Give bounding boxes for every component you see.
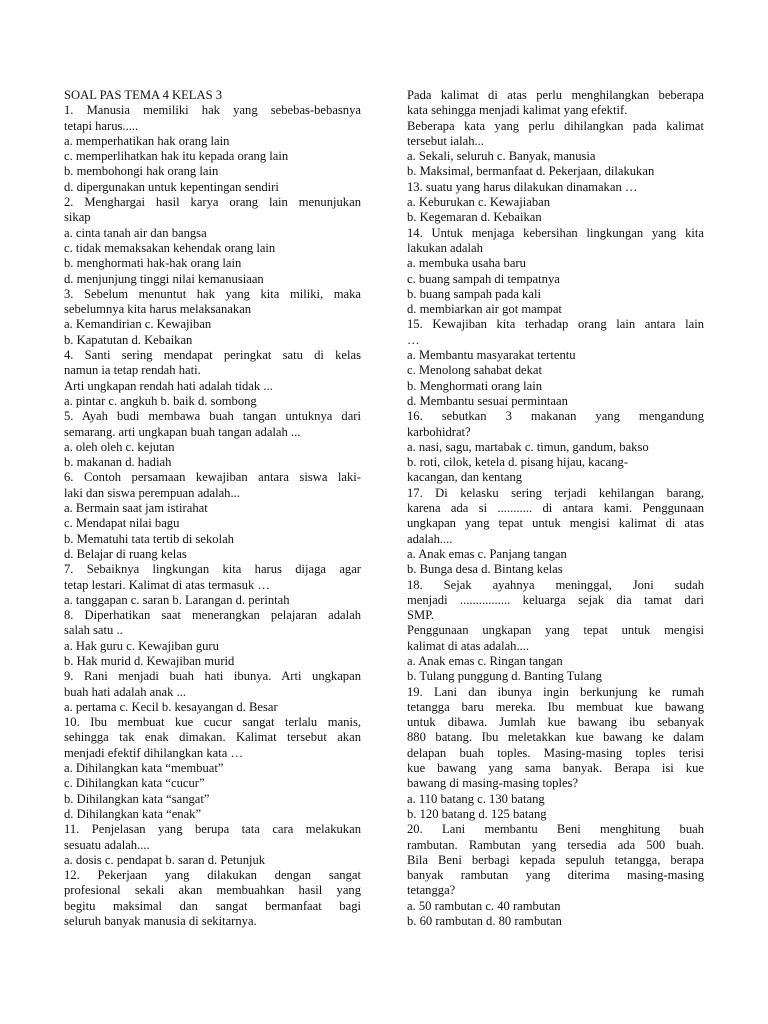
text-line: d. dipergunakan untuk kepentingan sendiri xyxy=(64,179,279,194)
text-line: a. Bermain saat jam istirahat xyxy=(64,501,208,516)
text-line: 13. suatu yang harus dilakukan dinamakan … xyxy=(407,179,638,194)
text-line: buah hati adalah anak ... xyxy=(64,684,187,699)
text-line: lakukan adalah xyxy=(407,240,483,255)
text-line: a. oleh oleh c. kejutan xyxy=(64,439,175,454)
text-line: d. menjunjung tinggi nilai kemanusiaan xyxy=(64,271,264,286)
text-line: b. 120 batang d. 125 batang xyxy=(407,806,547,821)
text-line: b. membohongi hak orang lain xyxy=(64,164,219,179)
text-line: b. Mematuhi tata tertib di sekolah xyxy=(64,531,234,546)
text-line: 7. Sebaiknya lingkungan kita harus dijaga agar xyxy=(64,562,361,577)
text-line: a. Hak guru c. Kewajiban guru xyxy=(64,638,219,653)
text-line: profesional sekali akan membuahkan hasil yang xyxy=(64,883,361,898)
text-line: b. buang sampah pada kali xyxy=(407,286,541,301)
text-line: kacangan, dan kentang xyxy=(407,470,523,485)
text-line: b. roti, cilok, ketela d. pisang hijau, kacang- xyxy=(407,455,629,470)
text-line: menjadi ................ keluarga sejak dia tamat dari xyxy=(407,592,704,607)
text-line: d. Membantu sesuai permintaan xyxy=(407,393,568,408)
text-line: a. Sekali, seluruh c. Banyak, manusia xyxy=(407,149,596,164)
text-line: 2. Menghargai hasil karya orang lain menunjukan xyxy=(64,195,361,210)
text-line: Beberapa kata yang perlu dihilangkan pada kalimat xyxy=(407,118,704,133)
text-line: 15. Kewajiban kita terhadap orang lain antara lain xyxy=(407,317,704,332)
text-line: seluruh banyak manusia di sekitarnya. xyxy=(64,914,257,929)
text-line: tetangga baru mereka. Ibu membuat kue bawang xyxy=(407,699,704,714)
text-line: sehingga tak enak dimakan. Kalimat tersebut akan xyxy=(64,730,361,745)
text-line: b. menghormati hak-hak orang lain xyxy=(64,256,242,271)
text-line: 5. Ayah budi membawa buah tangan untuknya dari xyxy=(64,409,361,424)
text-line: 3. Sebelum menuntut hak yang kita miliki, maka xyxy=(64,286,361,301)
text-line: … xyxy=(407,332,420,347)
text-line: tersebut ialah... xyxy=(407,133,484,148)
text-line: 12. Pekerjaan yang dilakukan dengan sangat xyxy=(64,868,361,883)
text-line: sikap xyxy=(64,210,91,225)
text-line: a. Anak emas c. Panjang tangan xyxy=(407,546,567,561)
text-line: kue bawang yang sama banyak. Berapa isi kue xyxy=(407,761,704,776)
text-line: a. Membantu masyarakat tertentu xyxy=(407,348,576,363)
text-line: 9. Rani menjadi buah hati ibunya. Arti ungkapan xyxy=(64,669,361,684)
text-line: a. dosis c. pendapat b. saran d. Petunjuk xyxy=(64,852,266,867)
text-line: a. nasi, sagu, martabak c. timun, gandum, bakso xyxy=(407,439,649,454)
text-line: a. 50 rambutan c. 40 rambutan xyxy=(407,898,561,913)
text-line: b. makanan d. hadiah xyxy=(64,455,172,470)
text-line: 17. Di kelasku sering terjadi kehilangan barang, xyxy=(407,485,704,500)
text-line: 8. Diperhatikan saat menerangkan pelajaran adalah xyxy=(64,608,361,623)
text-line: 4. Santi sering mendapat peringkat satu di kelas xyxy=(64,348,361,363)
text-line: laki dan siswa perempuan adalah... xyxy=(64,485,240,500)
text-line: a. cinta tanah air dan bangsa xyxy=(64,225,207,240)
text-line: begitu maksimal dan sangat bermanfaat bagi xyxy=(64,898,361,913)
text-line: tetap lestari. Kalimat di atas termasuk … xyxy=(64,577,270,592)
text-line: 6. Contoh persamaan kewajiban antara siswa laki- xyxy=(64,470,361,485)
text-line: 16. sebutkan 3 makanan yang mengandung xyxy=(407,409,704,424)
text-line: b. Dihilangkan kata “sangat” xyxy=(64,791,210,806)
text-line: a. tanggapan c. saran b. Larangan d. perintah xyxy=(64,592,290,607)
text-line: b. Kegemaran d. Kebaikan xyxy=(407,210,542,225)
text-line: a. Anak emas c. Ringan tangan xyxy=(407,653,563,668)
text-line: ungkapan yang tepat untuk mengisi kalimat di atas xyxy=(407,516,704,531)
text-line: a. membuka usaha baru xyxy=(407,256,526,271)
text-line: 10. Ibu membuat kue cucur sangat terlalu manis, xyxy=(64,715,361,730)
text-line: Penggunaan ungkapan yang tepat untuk mengisi xyxy=(407,623,704,638)
text-line: d. Dihilangkan kata “enak” xyxy=(64,806,202,821)
text-line: c. Menolong sahabat dekat xyxy=(407,363,542,378)
text-line: untuk dibawa. Jumlah kue bawang ibu sebanyak xyxy=(407,715,704,730)
text-line: d. membiarkan air got mampat xyxy=(407,302,562,317)
text-line: karena ada si ........... di antara kami. Penggunaan xyxy=(407,501,704,516)
right-column xyxy=(407,88,704,929)
text-line: Pada kalimat di atas perlu menghilangkan beberapa xyxy=(407,88,704,102)
text-line: semarang. arti ungkapan buah tangan adalah ... xyxy=(64,424,301,439)
text-line: c. Mendapat nilai bagu xyxy=(64,516,180,531)
text-line: 880 batang. Ibu meletakkan kue bawang ke dalam xyxy=(407,730,704,745)
text-line: 18. Sejak ayahnya meninggal, Joni sudah xyxy=(407,577,704,592)
text-line: b. Hak murid d. Kewajiban murid xyxy=(64,653,235,668)
text-line: 11. Penjelasan yang berupa tata cara melakukan xyxy=(64,822,361,837)
text-line: d. Belajar di ruang kelas xyxy=(64,546,187,561)
text-line: b. Menghormati orang lain xyxy=(407,378,543,393)
text-line: rambutan. Rambutan yang tersedia ada 500 buah. xyxy=(407,837,704,852)
text-line: b. Bunga desa d. Bintang kelas xyxy=(407,562,563,577)
text-line: 19. Lani dan ibunya ingin berkunjung ke rumah xyxy=(407,684,704,699)
text-line: a. Kemandirian c. Kewajiban xyxy=(64,317,212,332)
text-line: sebelumnya kita harus melaksanakan xyxy=(64,302,252,317)
text-line: c. buang sampah di tempatnya xyxy=(407,271,560,286)
text-line: sesuatu adalah.... xyxy=(64,837,150,852)
text-line: kata sehingga menjadi kalimat yang efektif. xyxy=(407,103,628,118)
text-line: Bila Beni berbagi kepada sepuluh tetangga, berapa xyxy=(407,852,704,867)
text-line: banyak rambutan yang diterima masing-masing xyxy=(407,868,704,883)
text-line: namun ia tetap rendah hati. xyxy=(64,363,201,378)
text-line: tetangga? xyxy=(407,883,456,898)
text-line: a. Dihilangkan kata “membuat” xyxy=(64,761,224,776)
text-line: salah satu .. xyxy=(64,623,123,638)
text-line: Arti ungkapan rendah hati adalah tidak ... xyxy=(64,378,273,393)
text-line: delapan buah toples. Masing-masing toples terisi xyxy=(407,745,704,760)
text-line: karbohidrat? xyxy=(407,424,471,439)
text-line: c. tidak memaksakan kehendak orang lain xyxy=(64,240,276,255)
text-line: menjadi efektif dihilangkan kata … xyxy=(64,745,244,760)
text-line: a. Keburukan c. Kewajiaban xyxy=(407,195,551,210)
text-line: c. Dihilangkan kata “cucur” xyxy=(64,776,205,791)
text-line: 1. Manusia memiliki hak yang sebebas-bebasnya xyxy=(64,103,361,118)
text-line: 20. Lani membantu Beni menghitung buah xyxy=(407,822,704,837)
text-line: bawang di masing-masing toples? xyxy=(407,776,579,791)
text-line: b. Tulang punggung d. Banting Tulang xyxy=(407,669,602,684)
text-line: 14. Untuk menjaga kebersihan lingkungan yang kita xyxy=(407,225,704,240)
text-line: SOAL PAS TEMA 4 KELAS 3 xyxy=(64,88,223,102)
text-line: a. memperhatikan hak orang lain xyxy=(64,133,230,148)
left-column xyxy=(64,88,361,929)
text-line: adalah.... xyxy=(407,531,453,546)
text-line: a. pertama c. Kecil b. kesayangan d. Besar xyxy=(64,699,278,714)
text-line: kalimat di atas adalah.... xyxy=(407,638,530,653)
text-line: SMP. xyxy=(407,608,434,623)
text-line: b. 60 rambutan d. 80 rambutan xyxy=(407,914,562,929)
text-line: tetapi harus..... xyxy=(64,118,139,133)
text-line: a. pintar c. angkuh b. baik d. sombong xyxy=(64,393,257,408)
text-line: a. 110 batang c. 130 batang xyxy=(407,791,545,806)
text-line: b. Maksimal, bermanfaat d. Pekerjaan, dilakukan xyxy=(407,164,655,179)
text-line: b. Kapatutan d. Kebaikan xyxy=(64,332,193,347)
text-line: c. memperlihatkan hak itu kepada orang lain xyxy=(64,149,289,164)
